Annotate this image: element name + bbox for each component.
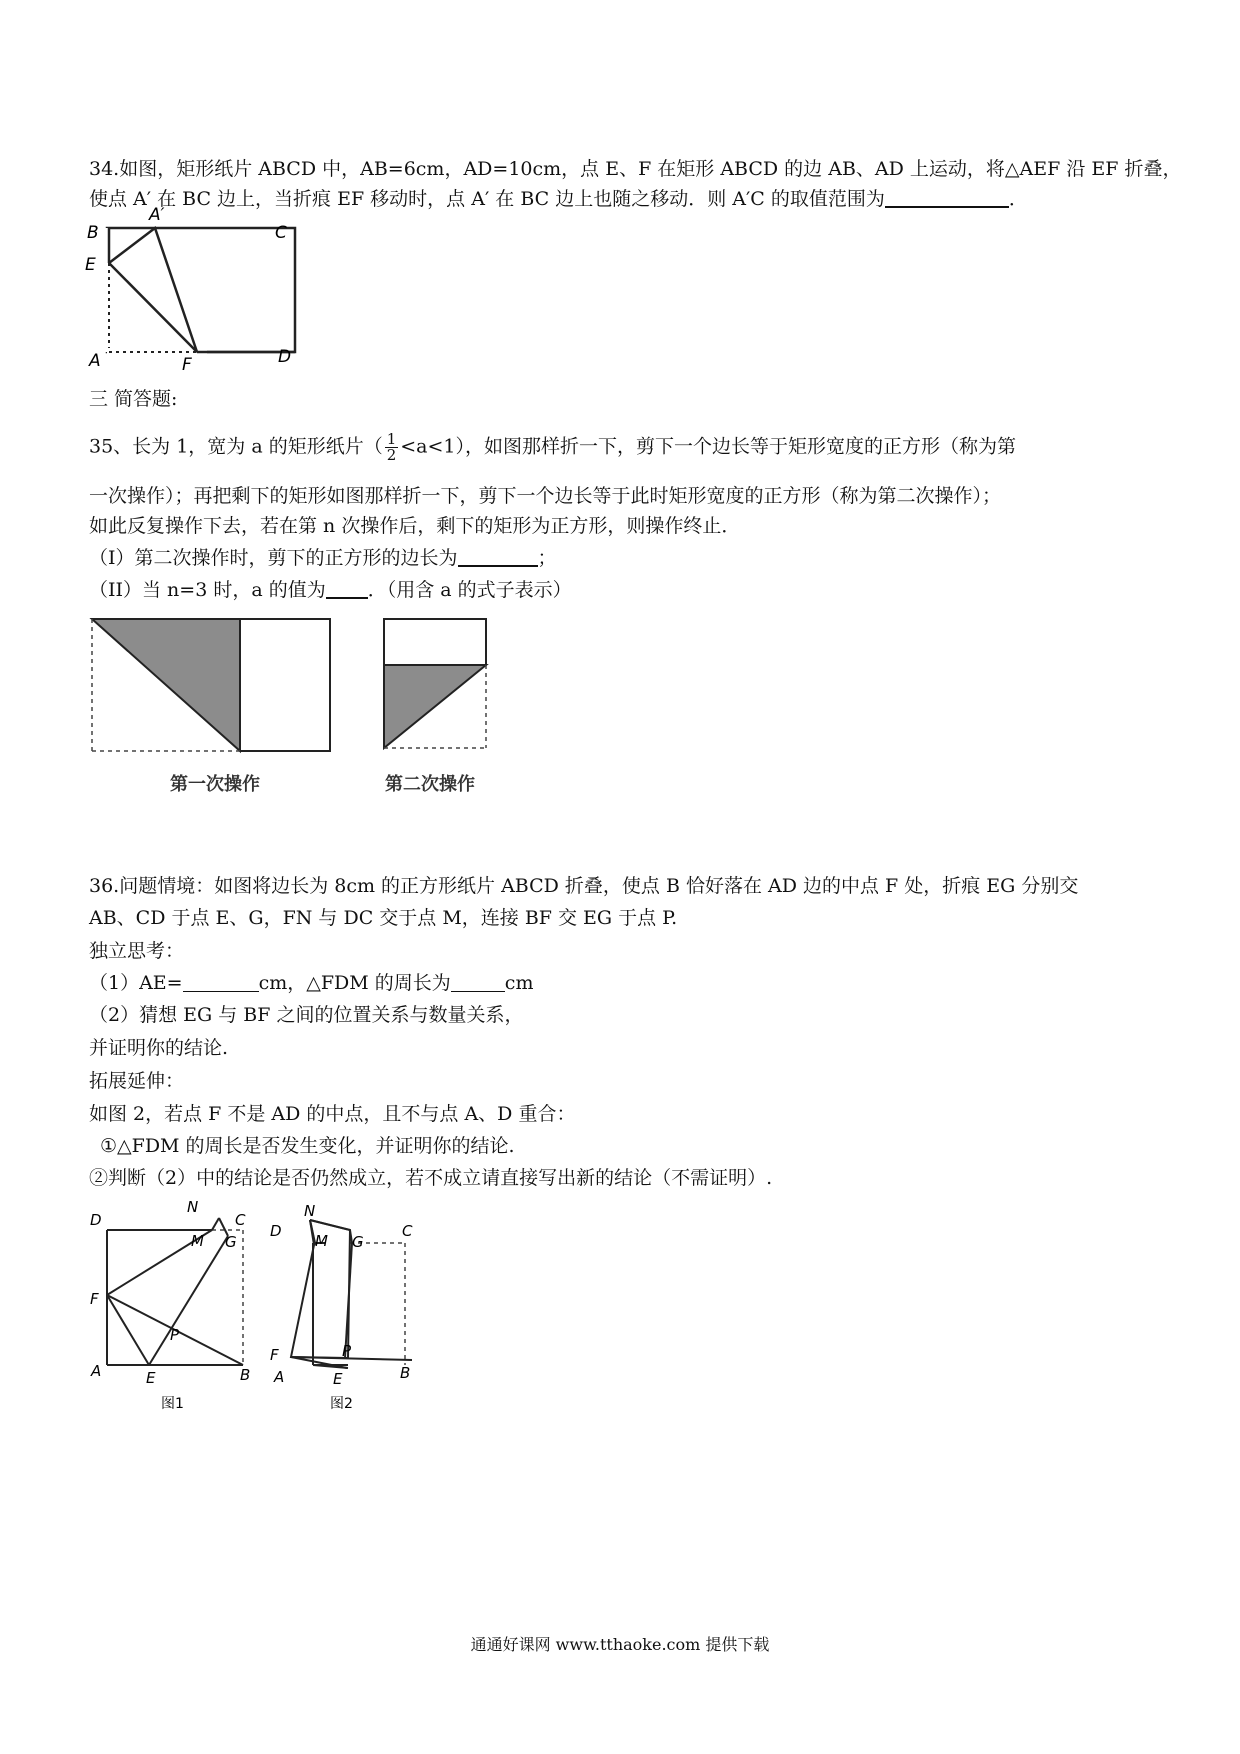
fig1-label-D: D	[90, 1211, 102, 1229]
q36-line3: 独立思考：	[89, 940, 185, 962]
fig2-caption: 图2	[330, 1396, 353, 1412]
q36-perimeter-blank	[451, 971, 505, 992]
q36-ae-blank	[183, 971, 259, 992]
fig1-label-A: A	[91, 1362, 102, 1380]
q36-line5: （2）猜想 EG 与 BF 之间的位置关系与数量关系，	[89, 1004, 524, 1026]
fig1-label-P: P	[170, 1326, 180, 1344]
q35-part1-blank	[458, 545, 538, 567]
q34-figure	[85, 205, 325, 375]
q36-line4a: （1）AE=	[89, 972, 183, 994]
fig2-label-F: F	[270, 1346, 279, 1364]
q35-figure-op1	[88, 616, 348, 756]
q36-line2: AB、CD 于点 E、G，FN 与 DC 交于点 M，连接 BF 交 EG 于点 P.	[89, 907, 678, 929]
fig1-label-M: M	[191, 1232, 204, 1250]
fig1-label-N: N	[187, 1198, 199, 1216]
q35-fraction	[385, 432, 399, 463]
q35-part2-text: （II）当 n=3 时，a 的值为	[89, 579, 326, 601]
q35-frac-num: 1	[386, 430, 397, 448]
fig2-label-E: E	[333, 1370, 343, 1388]
fig2-label-B: B	[400, 1364, 411, 1382]
q34-label-D: D	[278, 347, 292, 367]
q35-part1-text: （I）第二次操作时，剪下的正方形的边长为	[89, 547, 458, 569]
fig2-label-G: G	[352, 1233, 364, 1251]
q34-line2	[89, 186, 1028, 212]
fig2-label-P: P	[342, 1342, 352, 1360]
q34-label-C: C	[275, 223, 287, 243]
q34-label-A-prime: A′	[149, 205, 165, 225]
q34-label-B: B	[87, 223, 99, 243]
q36-line4c: cm	[504, 972, 534, 994]
q36-figure1	[85, 1200, 275, 1415]
fig1-label-C: C	[235, 1211, 246, 1229]
q35-part1	[89, 545, 557, 571]
fig2-label-N: N	[304, 1202, 316, 1220]
q35-line1-pre: 35、长为 1，宽为 a 的矩形纸片（	[89, 435, 383, 458]
fig2-label-D: D	[270, 1222, 282, 1240]
fig2-label-A: A	[274, 1368, 285, 1386]
fig1-label-B: B	[240, 1366, 251, 1384]
q35-frac-den: 2	[386, 446, 397, 464]
q36-line7: 拓展延伸：	[89, 1070, 185, 1092]
q35-figure-op2	[380, 616, 490, 756]
fig2-label-M: M	[315, 1232, 328, 1250]
q35-line3: 如此反复操作下去，若在第 n 次操作后，剩下的矩形为正方形，则操作终止．	[89, 515, 741, 537]
q35-part2	[89, 577, 572, 603]
q34-label-E: E	[85, 255, 96, 275]
fig1-label-E: E	[146, 1369, 156, 1387]
fig1-caption: 图1	[161, 1396, 184, 1412]
q34-label-F: F	[182, 355, 192, 375]
q36-line6: 并证明你的结论.	[89, 1037, 229, 1059]
q36-line4	[89, 970, 533, 996]
q34-line2-end: ．	[1008, 188, 1028, 210]
q35-line1	[89, 432, 1016, 463]
q35-caption1: 第一次操作	[170, 774, 260, 795]
q34-label-A: A	[89, 351, 101, 371]
q36-line10: ②判断（2）中的结论是否仍然成立，若不成立请直接写出新的结论（不需证明）.	[89, 1167, 773, 1189]
q36-line9: ①△FDM 的周长是否发生变化，并证明你的结论.	[100, 1135, 515, 1157]
q35-part2-end: ．（用含 a 的式子表示）	[367, 579, 572, 601]
q36-line1: 36.问题情境：如图将边长为 8cm 的正方形纸片 ABCD 折叠，使点 B 恰好落在 AD 边的中点 F 处，折痕 EG 分别交	[89, 875, 1079, 897]
q35-part1-end: ；	[537, 547, 557, 569]
q35-part2-blank	[326, 577, 368, 599]
q34-line2-text: 使点 A′ 在 BC 边上，当折痕 EF 移动时，点 A′ 在 BC 边上也随之移动．则 A′C 的取值范围为	[89, 188, 885, 210]
q36-line8: 如图 2，若点 F 不是 AD 的中点，且不与点 A、D 重合：	[89, 1103, 576, 1125]
q34-answer-blank	[885, 186, 1009, 208]
q36-line4b: cm，△FDM 的周长为	[258, 972, 451, 994]
q35-line1-post: <a<1），如图那样折一下，剪下一个边长等于矩形宽度的正方形（称为第	[400, 435, 1017, 458]
q35-line2: 一次操作）；再把剩下的矩形如图那样折一下，剪下一个边长等于此时矩形宽度的正方形（称为第二次操作）；	[89, 485, 1002, 507]
fig2-label-C: C	[402, 1222, 413, 1240]
q36-figure2	[270, 1200, 470, 1415]
fig1-label-F: F	[90, 1290, 99, 1308]
fig1-label-G: G	[225, 1233, 237, 1251]
q35-caption2: 第二次操作	[385, 774, 475, 795]
q34-line1: 34.如图，矩形纸片 ABCD 中，AB=6cm，AD=10cm，点 E、F 在矩形 ABCD 的边 AB、AD 上运动，将△AEF 沿 EF 折叠，	[89, 158, 1182, 180]
section-heading: 三 简答题:	[89, 388, 178, 410]
page-footer: 通通好课网 www.tthaoke.com 提供下载	[470, 1635, 770, 1654]
